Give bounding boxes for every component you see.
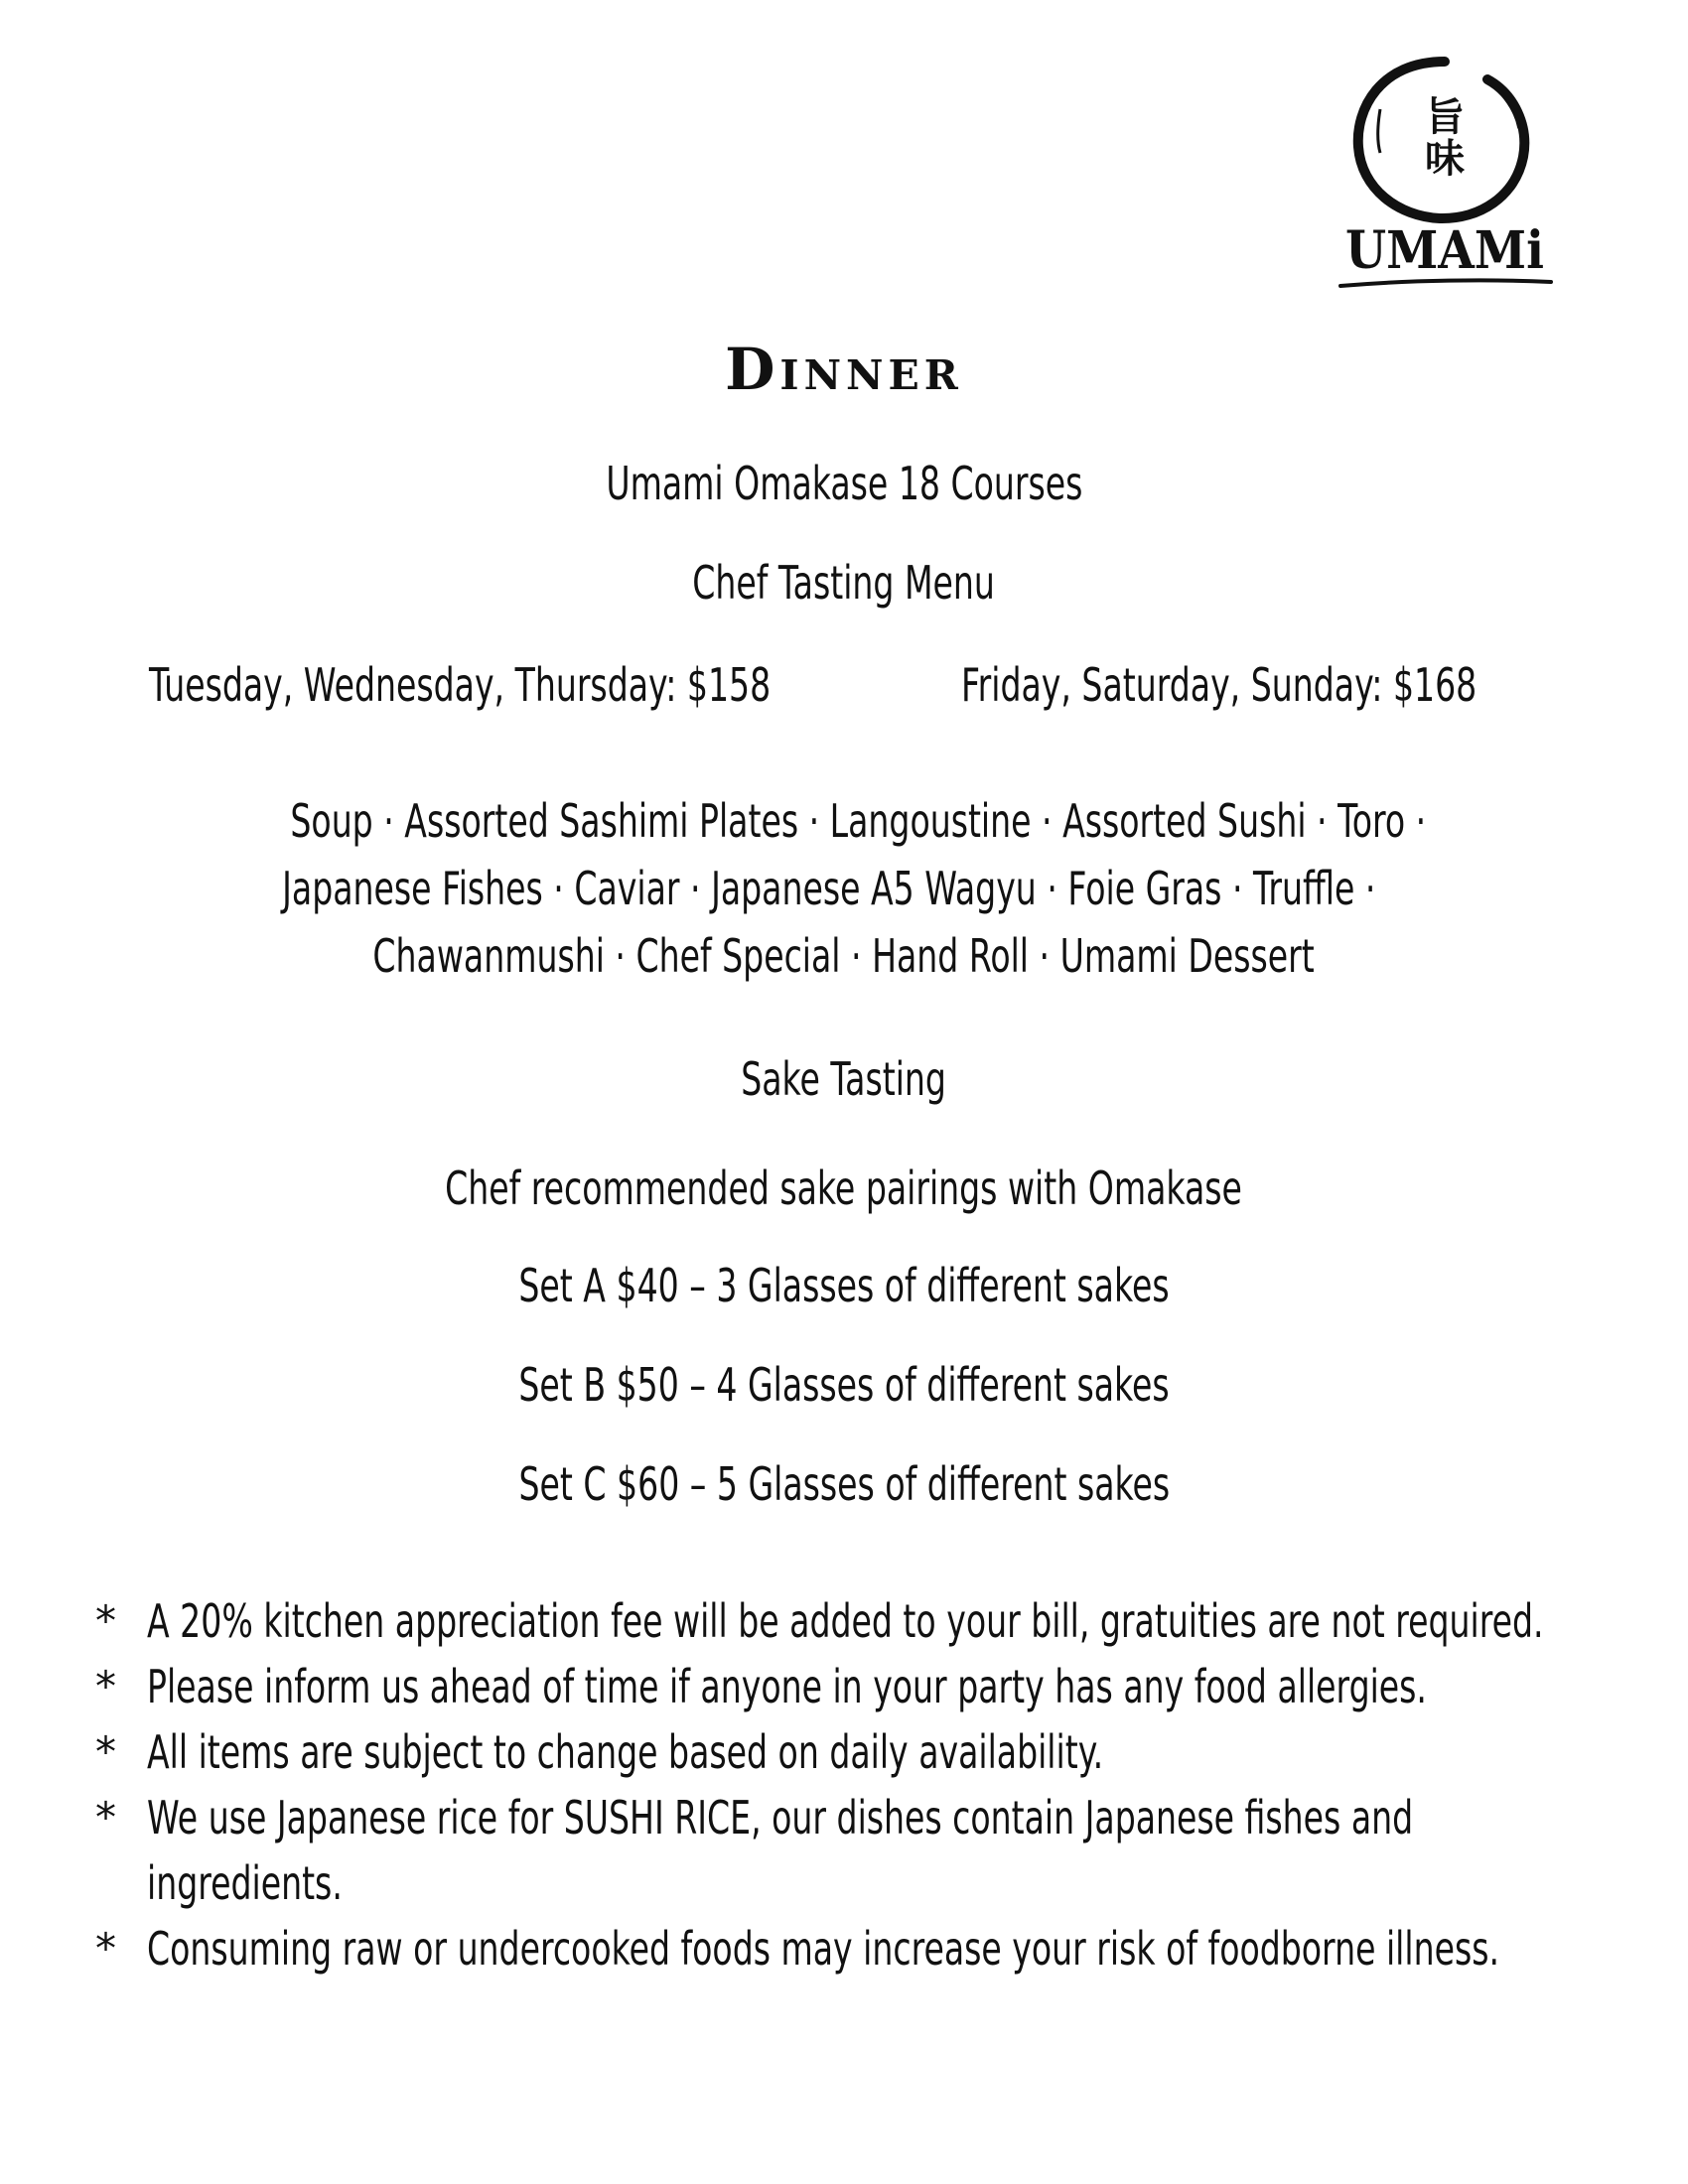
asterisk-marker: * [95,1662,116,1710]
sake-set-a: Set A $40 – 3 Glasses of different sakes [518,1259,1170,1312]
courses-line-2: Japanese Fishes · Caviar · Japanese A5 Wagyu · Foie Gras · Truffle · [282,862,1376,915]
logo-characters: 旨味 [1418,95,1466,179]
asterisk-marker: * [95,1596,116,1645]
price-weekday: Tuesday, Wednesday, Thursday: $158 [149,658,772,712]
courses-line-3: Chawanmushi · Chef Special · Hand Roll · Umami Dessert [372,929,1316,983]
umami-logo [1321,50,1569,298]
sake-heading: Sake Tasting [741,1052,947,1106]
notes-list [95,1588,1605,1981]
courses-line-1: Soup · Assorted Sashimi Plates · Langoustine · Assorted Sushi · Toro · [290,794,1426,848]
note-item: * Consuming raw or undercooked foods may increase your risk of foodborne illness. [95,1916,1605,1981]
asterisk-marker: * [95,1727,116,1776]
note-item: * We use Japanese rice for SUSHI RICE, our dishes contain Japanese fishes and ingredients. [95,1785,1605,1916]
logo-wordmark: UMAMi [1345,220,1544,281]
note-item: * A 20% kitchen appreciation fee will be added to your bill, gratuities are not required. [95,1588,1605,1654]
omakase-name: Umami Omakase 18 Courses [605,457,1083,510]
sake-description: Chef recommended sake pairings with Omakase [445,1161,1243,1215]
asterisk-marker: * [95,1924,116,1973]
asterisk-marker: * [95,1793,116,1842]
sake-set-b: Set B $50 – 4 Glasses of different sakes [518,1358,1170,1412]
note-item: * Please inform us ahead of time if anyone in your party has any food allergies. [95,1654,1605,1719]
page-title: Dinner [725,336,963,403]
note-item: * All items are subject to change based on daily availability. [95,1719,1605,1785]
price-weekend: Friday, Saturday, Sunday: $168 [961,658,1477,712]
omakase-subtitle: Chef Tasting Menu [692,556,996,610]
sake-set-c: Set C $60 – 5 Glasses of different sakes [518,1457,1170,1511]
